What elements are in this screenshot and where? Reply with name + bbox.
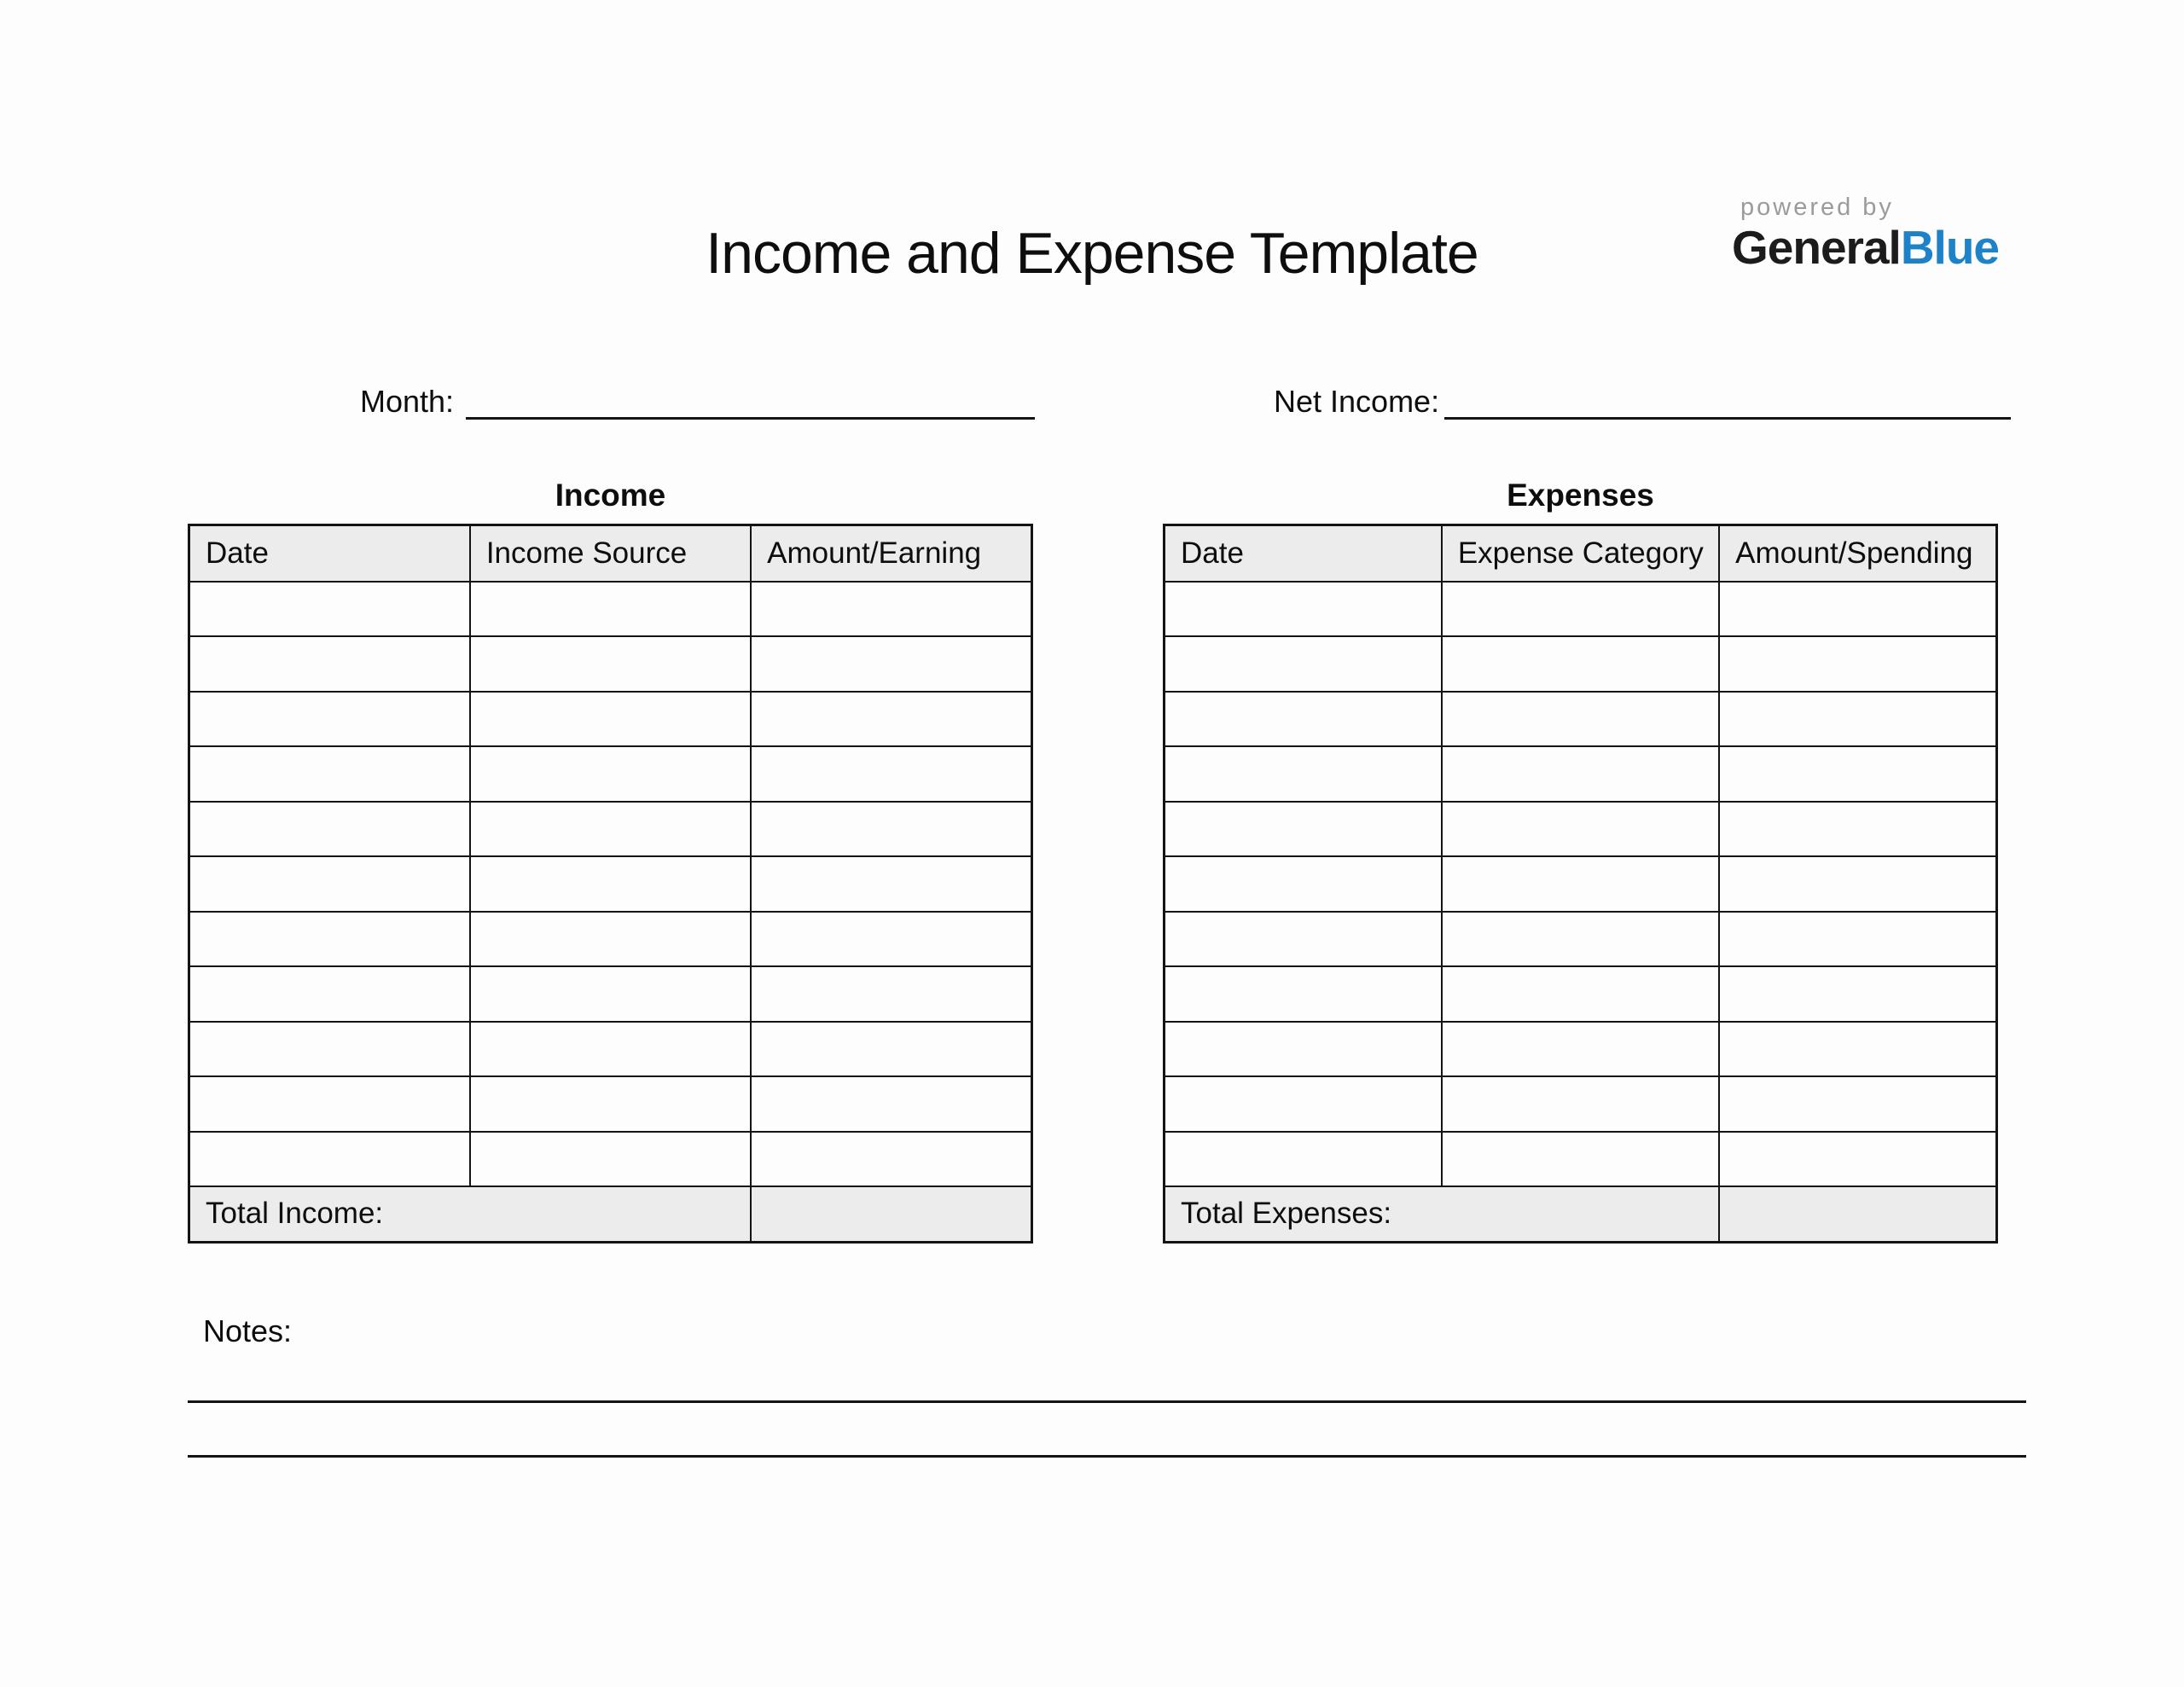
income-entry-cell[interactable] (189, 802, 470, 857)
table-row (189, 802, 1032, 857)
table-row (189, 582, 1032, 637)
total-row (189, 1186, 1032, 1242)
expense-entry-cell[interactable] (1719, 856, 1996, 912)
notes-label: Notes: (203, 1313, 293, 1348)
income-entry-cell[interactable] (470, 1132, 751, 1187)
table-row (189, 856, 1032, 912)
table-row (189, 966, 1032, 1022)
income-entry-cell[interactable] (751, 966, 1031, 1022)
table-row (1165, 856, 1997, 912)
expense-entry-cell[interactable] (1165, 636, 1442, 692)
expense-header-category: Expense Category (1442, 525, 1719, 582)
expense-entry-cell[interactable] (1442, 802, 1719, 857)
expense-entry-cell[interactable] (1719, 1022, 1996, 1077)
income-entry-cell[interactable] (751, 746, 1031, 802)
income-table-footer (189, 1186, 1032, 1242)
income-entry-cell[interactable] (751, 856, 1031, 912)
brand-name-dark: General (1732, 220, 1901, 274)
notes-fill-line-2[interactable] (188, 1455, 2026, 1458)
income-entry-cell[interactable] (189, 1132, 470, 1187)
income-entry-cell[interactable] (470, 856, 751, 912)
expense-header-amount: Amount/Spending (1719, 525, 1996, 582)
income-entry-cell[interactable] (470, 746, 751, 802)
header-row (189, 525, 1032, 582)
income-entry-cell[interactable] (751, 1132, 1031, 1187)
expense-table-header (1165, 525, 1997, 582)
expenses-section-title: Expenses (1507, 478, 1654, 513)
income-entry-cell[interactable] (189, 966, 470, 1022)
page-title: Income and Expense Template (706, 221, 1478, 286)
expense-entry-cell[interactable] (1165, 912, 1442, 967)
table-row (1165, 636, 1997, 692)
expense-entry-cell[interactable] (1165, 802, 1442, 857)
expense-entry-cell[interactable] (1165, 966, 1442, 1022)
income-entry-cell[interactable] (751, 692, 1031, 747)
table-row (189, 1022, 1032, 1077)
income-header-source: Income Source (470, 525, 751, 582)
total-expenses-value-cell[interactable] (1719, 1186, 1996, 1242)
expense-entry-cell[interactable] (1719, 966, 1996, 1022)
expense-entry-cell[interactable] (1719, 802, 1996, 857)
table-row (1165, 1076, 1997, 1132)
income-entry-cell[interactable] (751, 912, 1031, 967)
table-row (1165, 966, 1997, 1022)
total-income-value-cell[interactable] (751, 1186, 1031, 1242)
expense-entry-cell[interactable] (1442, 692, 1719, 747)
income-entry-cell[interactable] (470, 1022, 751, 1077)
income-entry-cell[interactable] (189, 856, 470, 912)
income-section-title: Income (555, 478, 666, 513)
income-entry-cell[interactable] (189, 1022, 470, 1077)
income-entry-cell[interactable] (470, 802, 751, 857)
expense-entry-cell[interactable] (1442, 746, 1719, 802)
income-table-body (189, 582, 1032, 1187)
table-row (189, 636, 1032, 692)
income-entry-cell[interactable] (189, 912, 470, 967)
expense-entry-cell[interactable] (1165, 856, 1442, 912)
net-income-label: Net Income: (1274, 384, 1440, 419)
expense-entry-cell[interactable] (1719, 692, 1996, 747)
table-row (1165, 582, 1997, 637)
income-entry-cell[interactable] (189, 692, 470, 747)
income-entry-cell[interactable] (189, 1076, 470, 1132)
notes-fill-line-1[interactable] (188, 1400, 2026, 1403)
income-entry-cell[interactable] (751, 582, 1031, 637)
income-table-header (189, 525, 1032, 582)
expense-entry-cell[interactable] (1165, 582, 1442, 637)
table-row (1165, 1022, 1997, 1077)
month-label: Month: (360, 384, 455, 419)
expense-entry-cell[interactable] (1719, 582, 1996, 637)
table-row (189, 912, 1032, 967)
expense-entry-cell[interactable] (1442, 912, 1719, 967)
expense-entry-cell[interactable] (1442, 1076, 1719, 1132)
income-entry-cell[interactable] (189, 582, 470, 637)
expense-entry-cell[interactable] (1719, 912, 1996, 967)
income-entry-cell[interactable] (189, 746, 470, 802)
income-table (188, 524, 1033, 1244)
expense-entry-cell[interactable] (1442, 582, 1719, 637)
income-entry-cell[interactable] (189, 636, 470, 692)
month-fill-line[interactable] (466, 384, 1035, 420)
expense-table-footer (1165, 1186, 1997, 1242)
total-row (1165, 1186, 1997, 1242)
income-header-amount: Amount/Earning (751, 525, 1031, 582)
expense-entry-cell[interactable] (1442, 636, 1719, 692)
brand-name-blue: Blue (1900, 220, 2000, 274)
expense-entry-cell[interactable] (1719, 636, 1996, 692)
net-income-fill-line[interactable] (1444, 384, 2011, 420)
table-row (1165, 912, 1997, 967)
table-row (189, 1132, 1032, 1187)
income-entry-cell[interactable] (751, 1076, 1031, 1132)
expense-table (1163, 524, 1998, 1244)
expense-entry-cell[interactable] (1165, 692, 1442, 747)
income-entry-cell[interactable] (470, 1076, 751, 1132)
powered-by-text: powered by (1740, 194, 1894, 221)
expense-entry-cell[interactable] (1165, 1022, 1442, 1077)
expense-entry-cell[interactable] (1165, 1076, 1442, 1132)
income-entry-cell[interactable] (470, 582, 751, 637)
expense-entry-cell[interactable] (1442, 856, 1719, 912)
table-row (1165, 1132, 1997, 1187)
expense-table-body (1165, 582, 1997, 1187)
total-income-label: Total Income: (189, 1186, 752, 1242)
income-entry-cell[interactable] (751, 1022, 1031, 1077)
header-row (1165, 525, 1997, 582)
expense-entry-cell[interactable] (1442, 1022, 1719, 1077)
expense-entry-cell[interactable] (1719, 1076, 1996, 1132)
brand-logo (1732, 194, 2090, 273)
expense-header-date: Date (1165, 525, 1442, 582)
table-row (1165, 692, 1997, 747)
income-entry-cell[interactable] (470, 966, 751, 1022)
table-row (1165, 802, 1997, 857)
table-row (189, 1076, 1032, 1132)
expense-entry-cell[interactable] (1719, 1132, 1996, 1187)
income-entry-cell[interactable] (470, 912, 751, 967)
table-row (1165, 746, 1997, 802)
brand-name (1732, 222, 2090, 274)
expense-entry-cell[interactable] (1442, 966, 1719, 1022)
income-entry-cell[interactable] (470, 692, 751, 747)
expense-entry-cell[interactable] (1719, 746, 1996, 802)
table-row (189, 746, 1032, 802)
expense-entry-cell[interactable] (1442, 1132, 1719, 1187)
income-entry-cell[interactable] (751, 636, 1031, 692)
table-row (189, 692, 1032, 747)
expense-entry-cell[interactable] (1165, 1132, 1442, 1187)
income-header-date: Date (189, 525, 470, 582)
income-entry-cell[interactable] (470, 636, 751, 692)
total-expenses-label: Total Expenses: (1165, 1186, 1720, 1242)
income-entry-cell[interactable] (751, 802, 1031, 857)
expense-entry-cell[interactable] (1165, 746, 1442, 802)
